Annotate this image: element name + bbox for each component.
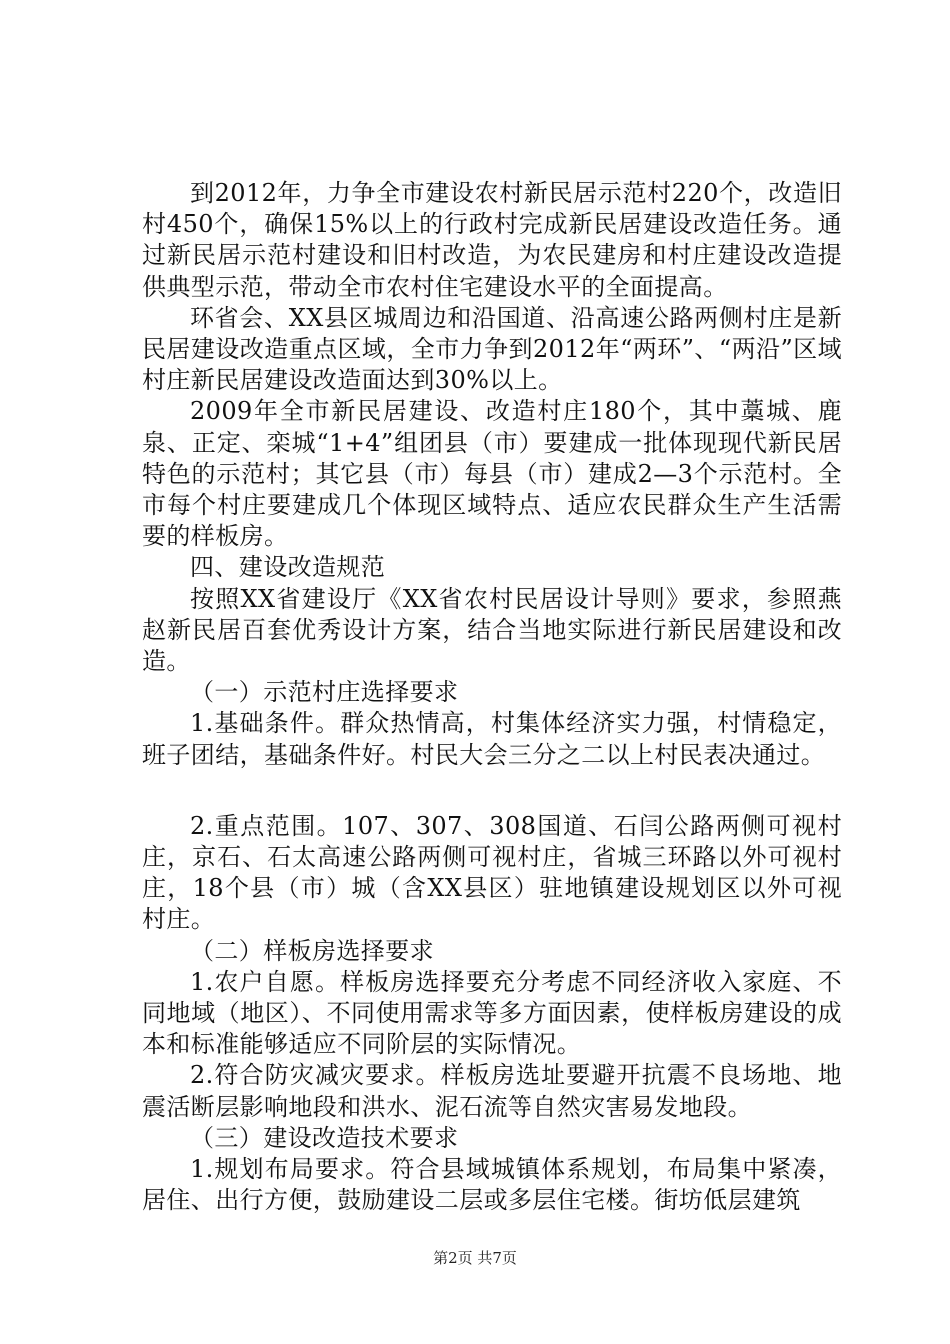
paragraph-key-areas: 环省会、XX县区城周边和沿国道、沿高速公路两侧村庄是新民居建设改造重点区域，全市力争到2012年“两环”、“两沿”区域村庄新民居建设改造面达到30%以上。: [142, 303, 842, 395]
section-heading-standards: 四、建设改造规范: [190, 553, 386, 582]
paragraph-design-guide: 按照XX省建设厅《XX省农村民居设计导则》要求，参照燕赵新民居百套优秀设计方案，结合当地实际进行新民居建设和改造。: [142, 584, 842, 676]
paragraph-2009-plan: 2009年全市新民居建设、改造村庄180个，其中藁城、鹿泉、正定、栾城“1+4”组团县（市）要建成一批体现现代新民居特色的示范村；其它县（市）每县（市）建成2—3个示范村。全市每个村庄要建成几个体现区域特点、适应农民群众生产生活需要的样板房。: [142, 397, 842, 551]
paragraph-goal-2012: 到2012年，力争全市建设农村新民居示范村220个，改造旧村450个，确保15%以上的行政村完成新民居建设改造任务。通过新民居示范村建设和旧村改造，为农民建房和村庄建设改造提供典型示范，带动全市农村住宅建设水平的全面提高。: [142, 179, 842, 301]
paragraph-key-scope: 2.重点范围。107、307、308国道、石闫公路两侧可视村庄，京石、石太高速公路两侧可视村庄，省城三环路以外可视村庄，18个县（市）城（含XX县区）驻地镇建设规划区以外可视村庄。: [142, 811, 842, 934]
subheading-village-selection: （一）示范村庄选择要求: [190, 678, 459, 707]
page-number-footer: 第2页 共7页: [433, 1249, 517, 1267]
paragraph-basic-conditions: 1.基础条件。群众热情高，村集体经济实力强，村情稳定，班子团结，基础条件好。村民大会三分之二以上村民表决通过。: [142, 709, 842, 769]
document-body: [142, 178, 842, 1217]
subheading-technical-requirements: （三）建设改造技术要求: [190, 1123, 459, 1152]
paragraph-voluntary: 1.农户自愿。样板房选择要充分考虑不同经济收入家庭、不同地域（地区）、不同使用需求等多方面因素，使样板房建设的成本和标准能够适应不同阶层的实际情况。: [142, 967, 842, 1059]
paragraph-planning-layout: 1.规划布局要求。符合县域城镇体系规划，布局集中紧凑，居住、出行方便，鼓励建设二层或多层住宅楼。街坊低层建筑: [142, 1155, 842, 1215]
paragraph-disaster-prevention: 2.符合防灾减灾要求。样板房选址要避开抗震不良场地、地震活断层影响地段和洪水、泥石流等自然灾害易发地段。: [142, 1061, 842, 1121]
paragraph-spacer: [142, 771, 842, 811]
subheading-model-house-selection: （二）样板房选择要求: [190, 936, 434, 965]
